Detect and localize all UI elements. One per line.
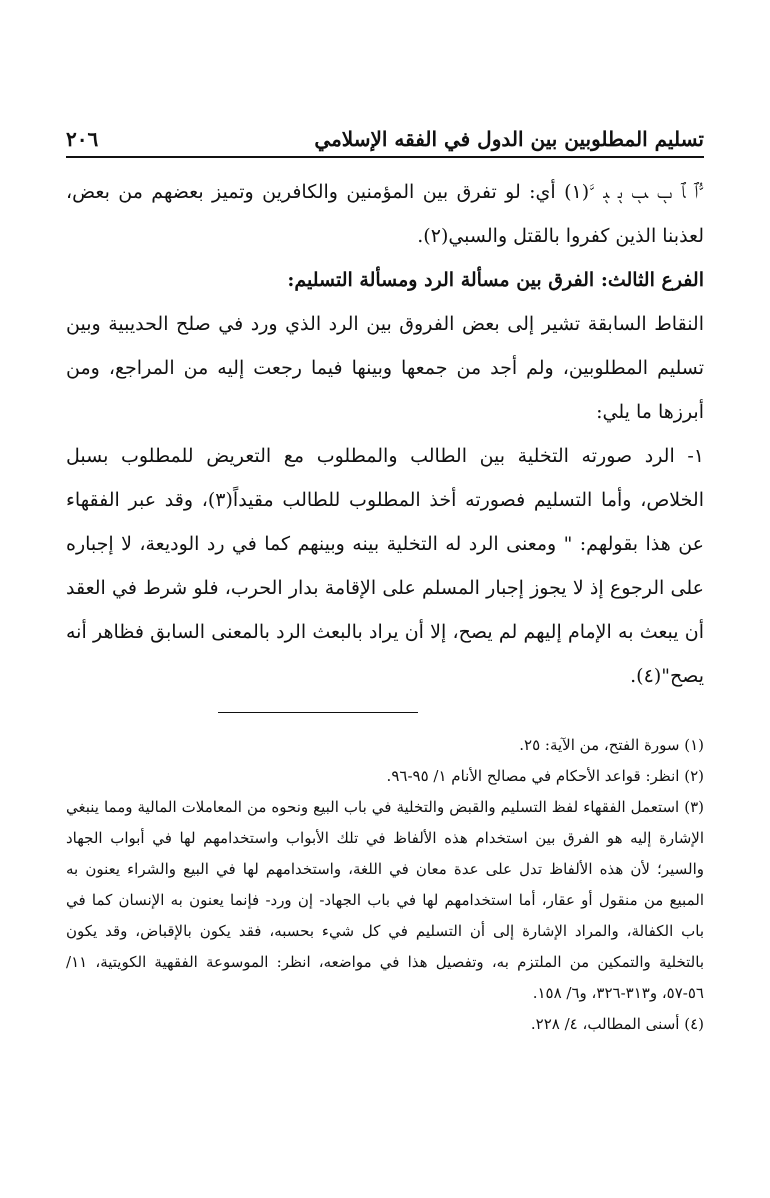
main-text <box>66 170 704 698</box>
page-number: ٢٠٦ <box>66 127 99 151</box>
paragraph-verse: ﱡﭐ ﭑ ﭒ ﭓ ﭔ ﭕ ﱠ(١) أي: لو تفرق بين المؤمنين والكافرين وتميز بعضهم من بعض، لعذبنا الذين كفروا بالقتل والسبي(٢). <box>66 181 704 247</box>
paragraph-intro: النقاط السابقة تشير إلى بعض الفروق بين الرد الذي ورد في صلح الحديبية وبين تسليم المطلوبين، ولم أجد من جمعها وبينها فيما رجعت إليه من المراجع، ومن أبرزها ما يلي: <box>66 313 704 423</box>
paragraph-point-1: ١- الرد صورته التخلية بين الطالب والمطلوب مع التعريض للمطلوب بسبل الخلاص، وأما التسليم فصورته أخذ المطلوب للطالب مقيداً(٣)، وقد عبر الفقهاء عن هذا بقولهم: " ومعنى الرد له التخلية بينه وبينهم كما في رد الوديعة، لا إجباره على الرجوع إذ لا يجوز إجبار المسلم على الإقامة بدار الحرب، فلو شرط في العقد أن يبعث به الإمام إليهم لم يصح، إلا أن يراد بالبعث الرد بالمعنى السابق فظاهر أنه يصح"(٤). <box>66 445 704 687</box>
footnote-separator <box>218 712 418 713</box>
footnote-1: (١) سورة الفتح، من الآية: ٢٥. <box>519 736 704 754</box>
section-heading: الفرع الثالث: الفرق بين مسألة الرد ومسألة التسليم: <box>287 269 704 291</box>
page-header <box>66 122 704 158</box>
running-title: تسليم المطلوبين بين الدول في الفقه الإسلامي <box>314 127 704 151</box>
footnote-2: (٢) انظر: قواعد الأحكام في مصالح الأنام ١/ ٩٥-٩٦. <box>386 767 704 785</box>
footnotes <box>66 730 704 1040</box>
footnote-4: (٤) أسنى المطالب، ٤/ ٢٢٨. <box>530 1015 704 1033</box>
footnote-3: (٣) استعمل الفقهاء لفظ التسليم والقبض والتخلية في باب البيع ونحوه من المعاملات المالية ومما ينبغي الإشارة إليه هو الفرق بين استخدام هذه الألفاظ في تلك الأبواب واستخدامهم لها في أبواب الجهاد والسير؛ لأن هذه الألفاظ تدل على عدة معان في اللغة، واستخدامهم لها في البيع والشراء يعنون به المبيع من منقول أو عقار، أما استخدامهم لها في باب الجهاد- إن ورد- فإنما يعنون به الإنسان كما في باب الكفالة، والمراد الإشارة إلى أن التسليم في كل شيء بحسبه، فقد يكون بالإقباض، وقد يكون بالتخلية والتمكين من الملتزم به، وتفصيل هذا في مواضعه، انظر: الموسوعة الفقهية الكويتية، ١١/ ٥٦-٥٧، و٣١٣-٣٢٦، و٦/ ١٥٨. <box>66 798 704 1002</box>
